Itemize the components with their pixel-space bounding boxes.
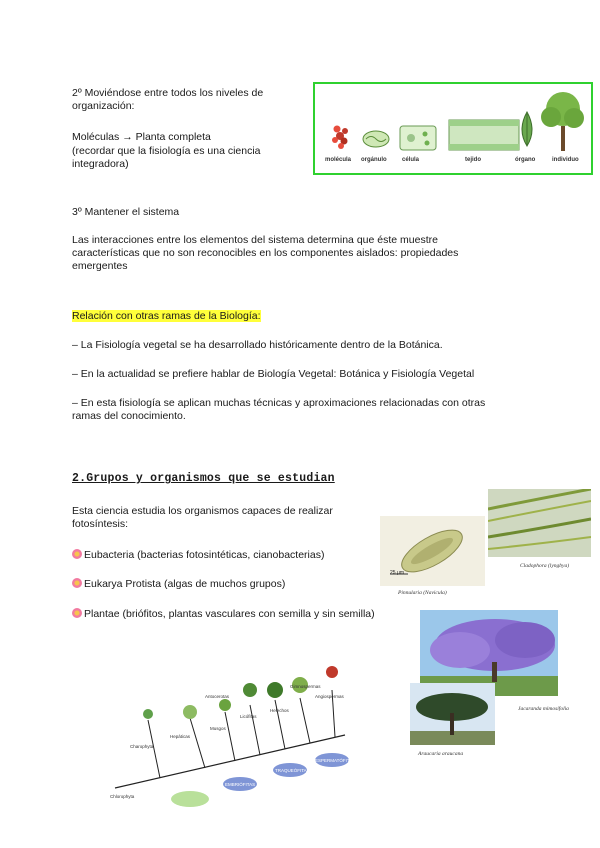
point2-line2: (recordar que la fisiología es una ciencia integradora) bbox=[72, 145, 261, 170]
phylo-label: Angiospermas bbox=[315, 694, 344, 699]
relations-item: – La Fisiología vegetal se ha desarrollado históricamente dentro de la Botánica. bbox=[72, 339, 443, 351]
jacaranda-caption: Jacaranda mimosifolia bbox=[518, 706, 569, 712]
leaf-icon bbox=[522, 112, 532, 146]
level-label-organelle: orgánulo bbox=[361, 157, 387, 163]
phylo-label: Hepáticas bbox=[170, 734, 191, 739]
araucaria-photo bbox=[410, 683, 495, 745]
phylo-label: TRAQUEÓFITAS bbox=[275, 768, 310, 773]
point2-title: 2º Moviéndose entre todos los niveles de organización: bbox=[72, 87, 264, 112]
flower-bullet-icon bbox=[72, 578, 82, 588]
organelle-icon bbox=[363, 131, 389, 147]
phylo-label: Musgos bbox=[210, 726, 226, 731]
section2-intro: Esta ciencia estudia los organismos capaces de realizar fotosíntesis: bbox=[72, 505, 333, 530]
level-label-organ: órgano bbox=[515, 157, 536, 163]
diatom-photo bbox=[380, 516, 485, 586]
scale-label: 25 μm bbox=[390, 570, 404, 576]
point3-title: 3º Mantener el sistema bbox=[72, 206, 180, 218]
diatom-caption: Pinnularia (Navicula) bbox=[398, 590, 447, 596]
relations-item: – En esta fisiología se aplican muchas técnicas y aproximaciones relacionadas con otras ramas del conocimiento. bbox=[72, 397, 486, 422]
tissue-icon bbox=[449, 120, 519, 150]
level-label-individual: individuo bbox=[552, 157, 579, 163]
relations-item: – En la actualidad se prefiere hablar de Biología Vegetal: Botánica y Fisiología Vegetal bbox=[72, 368, 475, 380]
level-label-molecule: molécula bbox=[325, 157, 352, 163]
cyanobacteria-caption: Cladophora (lyngbya) bbox=[520, 563, 570, 569]
phylo-label: Licófitas bbox=[240, 714, 257, 719]
section-heading: 2.Grupos y organismos que se estudian bbox=[72, 472, 335, 485]
tree-icon bbox=[541, 92, 584, 151]
phylo-label: Helechos bbox=[270, 708, 289, 713]
level-label-tissue: tejido bbox=[465, 157, 481, 163]
molecule-icon bbox=[332, 126, 348, 150]
level-label-cell: célula bbox=[402, 157, 420, 163]
flower-bullet-icon bbox=[72, 608, 82, 618]
levels-illustration bbox=[315, 84, 591, 173]
cyanobacteria-photo bbox=[488, 489, 591, 557]
group-item: Plantae (briófitos, plantas vasculares con semilla y sin semilla) bbox=[72, 608, 375, 621]
phylo-label: Charophyta bbox=[130, 744, 154, 749]
flower-bullet-icon bbox=[72, 549, 82, 559]
phylo-label: EMBRIÓFITAS bbox=[225, 782, 256, 787]
group-item: Eukarya Protista (algas de muchos grupos) bbox=[72, 578, 285, 591]
phylo-label: Antocerotas bbox=[205, 694, 230, 699]
point2-line1: Moléculas → Planta completa bbox=[72, 131, 211, 143]
cell-icon bbox=[400, 126, 436, 150]
organization-levels-figure bbox=[313, 82, 593, 175]
phylo-label: Chlorophyta bbox=[110, 794, 135, 799]
group-item: Eubacteria (bacterias fotosintéticas, cianobacterias) bbox=[72, 549, 324, 562]
phylo-label: ESPERMATÓFITAS bbox=[315, 758, 356, 763]
relations-heading: Relación con otras ramas de la Biología: bbox=[72, 310, 261, 322]
araucaria-caption: Araucaria araucana bbox=[418, 751, 464, 757]
point3-text: Las interacciones entre los elementos del sistema determina que éste muestre características que no son reconocibles en los componentes aislados: propiedades emergentes bbox=[72, 234, 459, 272]
phylo-label: Gimnospermas bbox=[290, 684, 321, 689]
phylogeny-diagram bbox=[110, 660, 360, 820]
